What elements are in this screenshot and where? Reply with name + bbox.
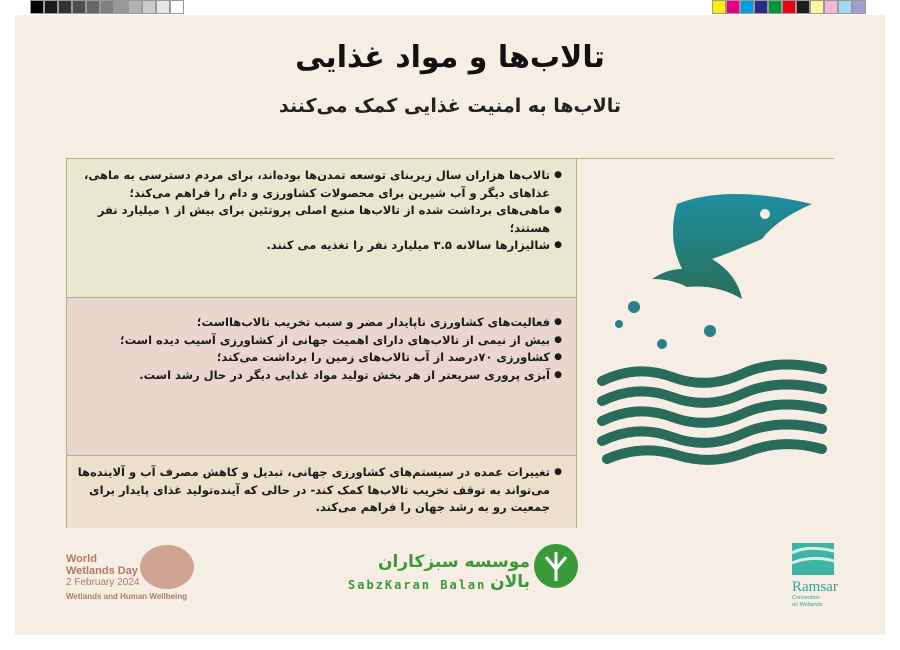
color-swatch — [782, 0, 796, 14]
color-swatch — [768, 0, 782, 14]
section-benefits — [67, 159, 577, 298]
wwd-line1: World — [66, 553, 97, 565]
list-item: ● فعالیت‌های کشاورزی ناپایدار مضر و سبب تخریب تالاب‌هااست؛ — [77, 314, 562, 332]
ramsar-name: Ramsar — [792, 579, 838, 595]
color-swatch — [100, 0, 114, 14]
ramsar-waves-icon — [792, 543, 834, 575]
fish-icon — [577, 159, 834, 528]
color-calibration-bar — [712, 0, 866, 14]
color-swatch — [44, 0, 58, 14]
color-swatch — [128, 0, 142, 14]
poster-title: تالاب‌ها و مواد غذایی — [295, 40, 605, 75]
list-item: ● ماهی‌های برداشت شده از تالاب‌ها منبع اصلی پروتئین برای بیش از ۱ میلیارد نفر هستند؛ — [77, 202, 562, 237]
color-swatch — [156, 0, 170, 14]
color-swatch — [72, 0, 86, 14]
section-threats — [67, 298, 577, 456]
color-swatch — [114, 0, 128, 14]
color-swatch — [712, 0, 726, 14]
color-swatch — [810, 0, 824, 14]
leaf-emblem-icon — [533, 543, 579, 589]
wwd-line2: Wetlands Day — [66, 565, 138, 577]
color-swatch — [726, 0, 740, 14]
color-swatch — [170, 0, 184, 14]
color-swatch — [740, 0, 754, 14]
color-swatch — [796, 0, 810, 14]
color-swatch — [824, 0, 838, 14]
wwd-theme: Wetlands and Human Wellbeing — [66, 592, 188, 601]
color-swatch — [838, 0, 852, 14]
color-swatch — [754, 0, 768, 14]
fish-waves-illustration — [577, 159, 834, 528]
sabzkaran-balan-logo — [345, 540, 585, 600]
world-wetlands-day-logo — [66, 553, 187, 601]
color-swatch — [142, 0, 156, 14]
ramsar-logo — [792, 543, 838, 609]
list-item: ● شالیزارها سالانه ۳.۵ میلیارد نفر را تغذیه می کنند. — [77, 237, 562, 255]
ramsar-sub2: on Wetlands — [792, 602, 823, 608]
sabzkaran-fa: موسسه سبزکاران بالان — [377, 552, 530, 592]
sabzkaran-en: SabzKaran Balan — [348, 578, 487, 592]
list-item: ● کشاورزی ۷۰درصد از آب تالاب‌های زمین را برداشت می‌کند؛ — [77, 349, 562, 367]
poster-subtitle: تالاب‌ها به امنیت غذایی کمک می‌کنند — [278, 95, 622, 117]
wwd-date: 2 February 2024 — [66, 577, 140, 588]
gray-calibration-bar — [30, 0, 184, 14]
list-item: ● تالاب‌ها هزاران سال زیربنای توسعه تمدن‌ها بوده‌اند، برای مردم دسترسی به ماهی، غذاهای دیگر و آب شیرین برای محصولات کشاورزی و دام را فراهم می‌کند؛ — [77, 167, 562, 202]
ramsar-sub1: Convention — [792, 595, 820, 601]
color-swatch — [30, 0, 44, 14]
list-item: ● آبزی پروری سریعتر از هر بخش تولید مواد غذایی دیگر در حال رشد است. — [77, 367, 562, 385]
color-swatch — [58, 0, 72, 14]
list-item: ● بیش از نیمی از تالاب‌های دارای اهمیت جهانی از کشاورزی آسیب دیده است؛ — [77, 332, 562, 350]
info-table — [66, 158, 834, 528]
color-swatch — [852, 0, 866, 14]
color-swatch — [86, 0, 100, 14]
list-item: ● تغییرات عمده در سیستم‌های کشاورزی جهانی، تبدیل و کاهش مصرف آب و آلاینده‌ها می‌تواند به توقف تخریب تالاب‌ها کمک کند- در حالی که آینده‌تولید غذای پایدار برای جمعیت رو به رشد جهان را فراهم می‌کند. — [77, 464, 562, 517]
section-solutions — [67, 456, 577, 528]
wwd-emblem-icon — [138, 543, 196, 591]
